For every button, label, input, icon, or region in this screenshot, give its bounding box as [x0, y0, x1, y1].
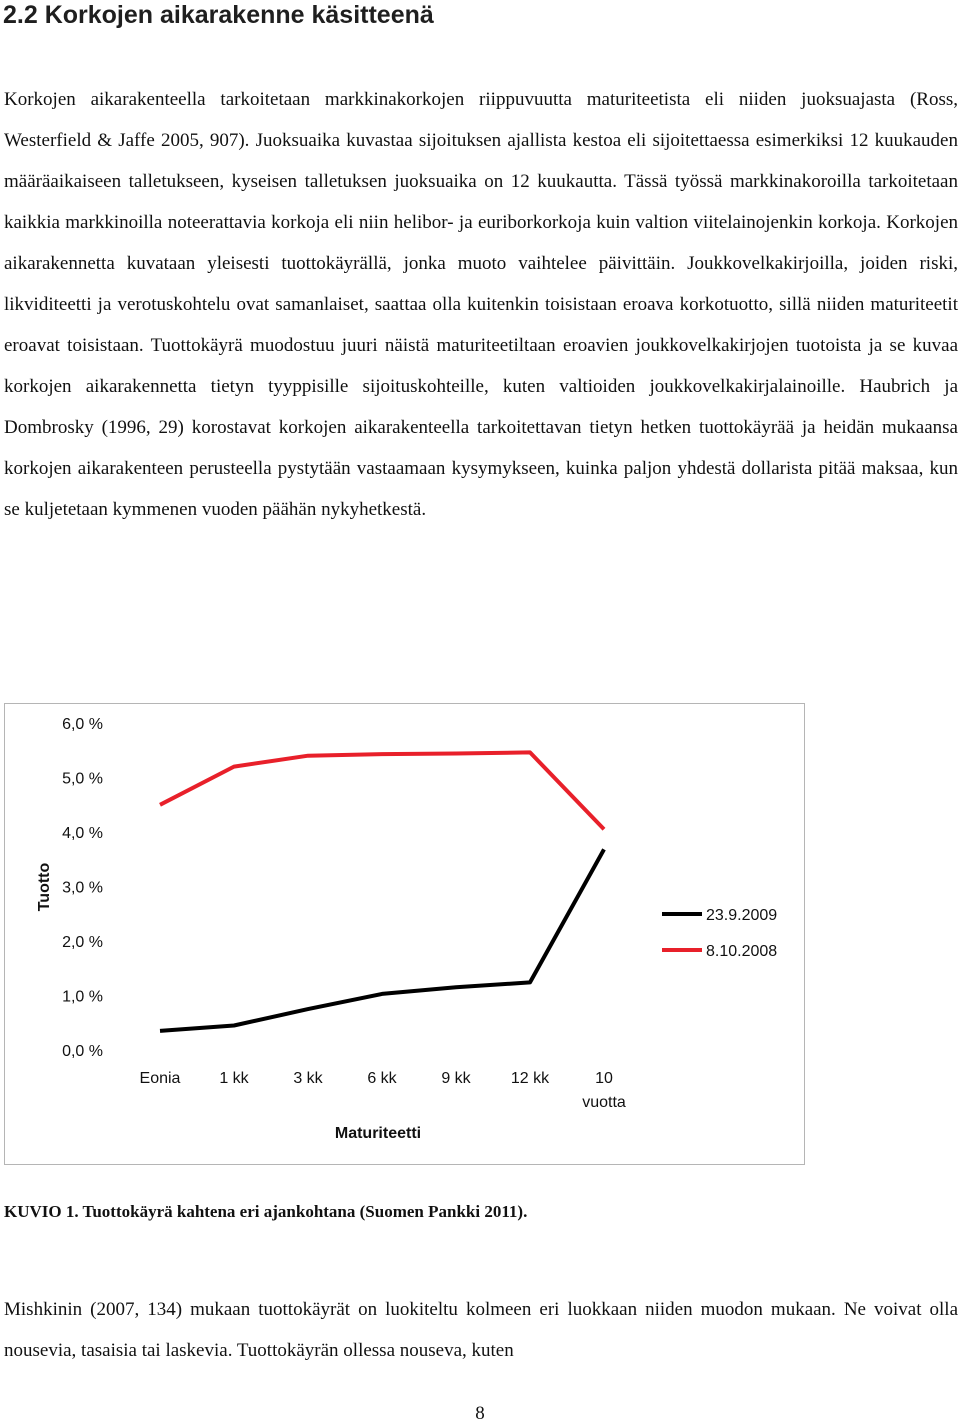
legend-label-1: 23.9.2009 — [706, 907, 778, 924]
body-paragraph-1: Korkojen aikarakenteella tarkoitetaan markkinakorkojen riippuvuutta maturiteetista eli niiden juoksuajasta (Ross, Westerfield & Jaffe 2005, 907). Juoksuaika kuvastaa sijoituksen ajallista kestoa eli sijoitettaessa esimerkiksi 12 kuukauden määräaikaiseen talletukseen, kyseisen talletuksen juoksuaika on 12 kuukautta. Tässä työssä markkinakoroilla tarkoitetaan kaikkia markkinoilla noteerattavia korkoja eli niin helibor- ja euriborkorkoja kuin valtion viitelainojenkin korkoja. Korkojen aikarakennetta kuvataan yleisesti tuottokäyrällä, jonka muoto vaihtelee päivittäin. Joukkovelkakirjoilla, joiden riski, likviditeetti ja verotuskohtelu ovat samanlaiset, saattaa olla kuitenkin toisistaan eroava korkotuotto, sillä niiden maturiteetit eroavat toisistaan. Tuottokäyrä muodostuu juuri näistä maturiteetiltaan eroavien joukkovelkakirjojen tuotoista ja se kuvaa korkojen aikarakennetta tietyn tyyppisille sijoituskohteille, kuten valtioiden joukkovelkakirjalainoille. Haubrich ja Dombrosky (1996, 29) korostavat korkojen aikarakenteella tarkoitettavan tietyn hetken tuottokäyrää ja heidän mukaansa korkojen aikarakenteen perusteella pystytään vastaamaan kysymykseen, kuinka paljon yhdestä dollarista pitää maksaa, kun se kuljetetaan kymmenen vuoden päähän nykyhetkestä. — [4, 89, 958, 520]
series-line-2 — [160, 752, 604, 829]
y-tick-label: 3,0 % — [62, 879, 103, 897]
figure-caption: KUVIO 1. Tuottokäyrä kahtena eri ajankohtana (Suomen Pankki 2011). — [4, 1202, 528, 1221]
legend-label-2: 8.10.2008 — [706, 943, 778, 960]
y-tick-label: 1,0 % — [62, 988, 103, 1006]
y-tick-label: 5,0 % — [62, 770, 103, 788]
body-paragraph-2: Mishkinin (2007, 134) mukaan tuottokäyrät on luokiteltu kolmeen eri luokkaan niiden muodon mukaan. Ne voivat olla nousevia, tasaisia tai laskevia. Tuottokäyrän ollessa nouseva, kuten — [4, 1299, 958, 1361]
y-tick-label: 4,0 % — [62, 825, 103, 842]
y-tick-label: 2,0 % — [62, 934, 103, 951]
series-line-1 — [160, 849, 604, 1031]
section-heading: 2.2 Korkojen aikarakenne käsitteenä — [3, 1, 434, 29]
y-axis-title: Tuotto — [36, 862, 53, 912]
x-axis-title: Maturiteetti — [334, 1125, 422, 1142]
x-tick-label: 9 kk — [441, 1070, 471, 1087]
x-tick-label: 3 kk — [293, 1070, 323, 1087]
x-tick-label: vuotta — [582, 1094, 626, 1111]
x-tick-label: Eonia — [139, 1070, 181, 1087]
y-tick-label: 0,0 % — [62, 1043, 103, 1060]
y-tick-label: 6,0 % — [62, 716, 103, 733]
x-tick-label: 12 kk — [510, 1070, 550, 1087]
chart-canvas — [5, 704, 806, 1166]
x-tick-label: 10 — [595, 1070, 613, 1087]
x-tick-label: 6 kk — [367, 1070, 397, 1087]
page-number: 8 — [475, 1403, 485, 1424]
x-tick-label: 1 kk — [219, 1070, 249, 1087]
yield-curve-chart — [4, 703, 805, 1165]
